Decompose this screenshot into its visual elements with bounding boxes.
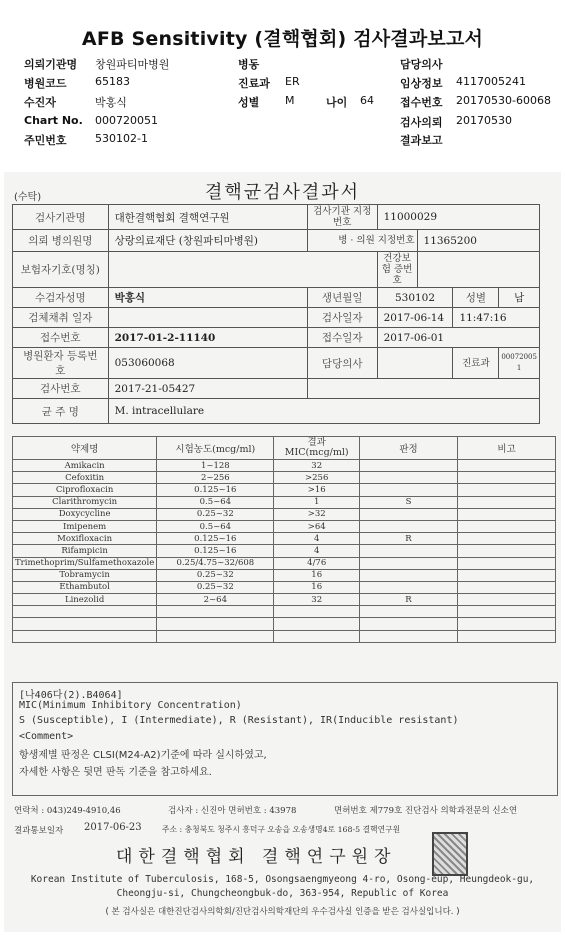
field-label: 접수번호 <box>400 96 443 109</box>
note-code: [나406다(2).B4064] <box>19 690 123 701</box>
interpretation <box>360 618 458 630</box>
field-value: 20170530-60068 <box>456 94 551 107</box>
cell-label: 수검자성명 <box>13 288 109 308</box>
drug-name: Ciprofloxacin <box>13 484 157 496</box>
remark <box>457 472 555 484</box>
test-concentration <box>157 606 274 618</box>
remark <box>457 618 555 630</box>
cell-value <box>377 348 453 379</box>
mic-value: 4 <box>274 545 360 557</box>
mic-value: >16 <box>274 484 360 496</box>
interpretation <box>360 581 458 593</box>
english-address: Korean Institute of Tuberculosis, 168-5, Osongsaengmyeong 4-ro, Osong-eup, Heungdeok-gu, <box>30 874 535 885</box>
table-row <box>13 252 540 288</box>
official-seal <box>432 832 468 876</box>
test-concentration: 0.25~32 <box>157 569 274 581</box>
table-row <box>13 348 540 379</box>
remark <box>457 569 555 581</box>
header-row <box>0 56 565 72</box>
remark <box>457 594 555 606</box>
drug-name: Rifampicin <box>13 545 157 557</box>
table-row <box>13 472 556 484</box>
note-mic: MIC(Minimum Inhibitory Concentration) <box>19 700 242 711</box>
test-concentration: 0.25~32 <box>157 581 274 593</box>
susceptibility-table <box>12 436 556 643</box>
field-label: 병원코드 <box>24 77 67 90</box>
column-header: 비고 <box>457 437 555 460</box>
mic-value: 32 <box>274 460 360 472</box>
cell-value: 11000029 <box>377 205 539 230</box>
table-row <box>13 496 556 508</box>
remark <box>457 484 555 496</box>
mic-value: 16 <box>274 581 360 593</box>
table-row <box>13 460 556 472</box>
interpretation <box>360 460 458 472</box>
header-row <box>0 132 565 148</box>
mic-value: 16 <box>274 569 360 581</box>
cell-label: 접수번호 <box>13 328 109 348</box>
field-label: 주민번호 <box>24 134 67 147</box>
field-value: 000720051 <box>95 114 158 127</box>
field-value: M <box>285 94 295 107</box>
drug-name: Clarithromycin <box>13 496 157 508</box>
interpretation: R <box>360 594 458 606</box>
mic-value: >64 <box>274 520 360 532</box>
cell-value <box>108 252 377 288</box>
mic-value <box>274 630 360 642</box>
remark <box>457 520 555 532</box>
certification-note: ( 본 검사실은 대한진단검사의학회/진단검사의학재단의 우수검사실 인증을 받은 검사실입니다. ) <box>105 907 460 917</box>
table-row <box>13 630 556 642</box>
remark <box>457 545 555 557</box>
mic-value: 32 <box>274 594 360 606</box>
drug-name <box>13 618 157 630</box>
field-label: 담당의사 <box>400 58 443 71</box>
cell-value: 2017-21-05427 <box>108 379 307 399</box>
report-date-label: 결과통보일자 <box>14 826 64 836</box>
info-table <box>12 204 540 424</box>
remark <box>457 508 555 520</box>
table-row <box>13 594 556 606</box>
test-concentration: 0.5~64 <box>157 496 274 508</box>
cell-value: 530102 <box>377 288 453 308</box>
interpretation <box>360 472 458 484</box>
field-value: ER <box>285 75 300 88</box>
remark <box>457 557 555 569</box>
table-row <box>13 508 556 520</box>
field-value: 박홍식 <box>95 96 127 109</box>
column-header: 약제명 <box>13 437 157 460</box>
field-value: 65183 <box>95 75 130 88</box>
interpretation <box>360 520 458 532</box>
interpretation <box>360 606 458 618</box>
header-row <box>0 94 565 110</box>
field-label: 의뢰기관명 <box>24 58 78 71</box>
remark <box>457 630 555 642</box>
table-row <box>13 399 540 424</box>
cell-value: 00072005 1 <box>499 348 540 379</box>
drug-rows <box>13 460 556 643</box>
note-legend: S (Susceptible), I (Intermediate), R (Resistant), IR(Inducible resistant) <box>19 715 459 726</box>
cell-label: 검사기관명 <box>13 205 109 230</box>
test-concentration: 0.25/4.75~32/608 <box>157 557 274 569</box>
english-address: Cheongju-si, Chungcheongbuk-do, 363-954, Republic of Korea <box>116 888 449 899</box>
field-label: 병동 <box>238 58 260 71</box>
mic-value <box>274 606 360 618</box>
mic-value: 4 <box>274 533 360 545</box>
test-concentration: 0.25~32 <box>157 508 274 520</box>
test-concentration <box>157 630 274 642</box>
table-row <box>13 581 556 593</box>
cell-label: 균 주 명 <box>13 399 109 424</box>
table-row <box>13 230 540 252</box>
drug-name: Imipenem <box>13 520 157 532</box>
drug-name <box>13 630 157 642</box>
table-row <box>13 484 556 496</box>
test-concentration: 1~128 <box>157 460 274 472</box>
mic-value: >32 <box>274 508 360 520</box>
cell-value: 053060068 <box>108 348 307 379</box>
table-header-row <box>13 437 556 460</box>
cell-label: 검체채취 일자 <box>13 308 109 328</box>
remark <box>457 606 555 618</box>
table-row <box>13 379 540 399</box>
interpretation <box>360 484 458 496</box>
cell-value: 2017-01-2-11140 <box>108 328 307 348</box>
examiner: 검사자 : 신진아 면허번호 : 43978 <box>168 806 297 816</box>
cell-label: 접수일자 <box>307 328 377 348</box>
field-label: 임상정보 <box>400 77 443 90</box>
field-value: 64 <box>360 94 374 107</box>
field-label: 나이 <box>326 96 348 109</box>
cell-value: 11365200 <box>417 230 539 252</box>
table-row <box>13 618 556 630</box>
cell-label: 병원환자 등록번호 <box>13 348 109 379</box>
license: 면허번호 제779호 진단검사 의학과전문의 신소연 <box>334 806 518 816</box>
organization-name: 대한결핵협회 결핵연구원장 <box>116 847 397 867</box>
field-label: 결과보고 <box>400 134 443 147</box>
test-concentration: 2~256 <box>157 472 274 484</box>
table-row <box>13 308 540 328</box>
table-row <box>13 205 540 230</box>
note-comment-heading: <Comment> <box>19 731 74 742</box>
cell-label: 담당의사 <box>307 348 377 379</box>
remark <box>457 533 555 545</box>
header-row <box>0 114 565 130</box>
cell-value <box>108 308 307 328</box>
notes-box <box>12 682 558 796</box>
test-concentration: 0.125~16 <box>157 533 274 545</box>
mic-value: >256 <box>274 472 360 484</box>
table-row <box>13 606 556 618</box>
field-value: 20170530 <box>456 114 512 127</box>
mic-value: 4/76 <box>274 557 360 569</box>
cell-value: 박홍식 <box>108 288 307 308</box>
remark <box>457 496 555 508</box>
drug-name: Moxifloxacin <box>13 533 157 545</box>
column-header: 결과 MIC(mcg/ml) <box>274 437 360 460</box>
interpretation <box>360 569 458 581</box>
interpretation <box>360 557 458 569</box>
test-concentration: 0.125~16 <box>157 484 274 496</box>
table-row <box>13 520 556 532</box>
drug-name: Amikacin <box>13 460 157 472</box>
table-row <box>13 328 540 348</box>
field-label: 검사의뢰 <box>400 116 443 129</box>
cell-value: 대한결핵협회 결핵연구원 <box>108 205 307 230</box>
drug-name: Cefoxitin <box>13 472 157 484</box>
field-value: 창원파티마병원 <box>95 58 170 71</box>
cell-label: 검사기관 지정번호 <box>307 205 377 230</box>
table-row <box>13 545 556 557</box>
table-row <box>13 533 556 545</box>
cell-label: 보험자기호(명칭) <box>13 252 109 288</box>
cell-value: 2017-06-14 <box>377 308 453 328</box>
remark <box>457 460 555 472</box>
cell-label: 건강보험 증번호 <box>377 252 417 288</box>
field-label: 진료과 <box>238 77 270 90</box>
test-concentration <box>157 618 274 630</box>
cell-label: 생년월일 <box>307 288 377 308</box>
header-row <box>0 75 565 91</box>
report-title: AFB Sensitivity (결핵협회) 검사결과보고서 <box>81 28 484 50</box>
mic-value: 1 <box>274 496 360 508</box>
cell-value: 2017-06-01 <box>377 328 539 348</box>
note-line: 항생제별 판정은 CLSI(M24-A2)기준에 따라 실시하였고, <box>19 750 267 761</box>
cell-label: 검사일자 <box>307 308 377 328</box>
column-header: 시험농도(mcg/ml) <box>157 437 274 460</box>
form-title: 결핵균검사결과서 <box>204 182 361 203</box>
mic-value <box>274 618 360 630</box>
field-label: Chart No. <box>24 114 83 127</box>
drug-name: Tobramycin <box>13 569 157 581</box>
table-row <box>13 569 556 581</box>
report-date: 2017-06-23 <box>84 822 142 833</box>
cell-label: 성별 <box>453 288 499 308</box>
table-row <box>13 288 540 308</box>
drug-name <box>13 606 157 618</box>
field-label: 성별 <box>238 96 260 109</box>
cell-value: 상랑의료재단 (창원파티마병원) <box>108 230 307 252</box>
cell-value <box>417 252 539 288</box>
interpretation <box>360 630 458 642</box>
interpretation: S <box>360 496 458 508</box>
test-concentration: 0.125~16 <box>157 545 274 557</box>
column-header: 판정 <box>360 437 458 460</box>
contact: 연락처 : 043)249-4910,46 <box>14 806 121 816</box>
field-value: 4117005241 <box>456 75 526 88</box>
drug-name: Trimethoprim/Sulfamethoxazole <box>13 557 157 569</box>
cell-value <box>307 379 539 399</box>
interpretation <box>360 545 458 557</box>
test-concentration: 2~64 <box>157 594 274 606</box>
cell-value: 남 <box>499 288 540 308</box>
scanned-result-form <box>4 172 561 932</box>
consignment-mark: (수탁) <box>14 192 42 203</box>
field-value: 530102-1 <box>95 132 148 145</box>
drug-name: Ethambutol <box>13 581 157 593</box>
cell-label: 진료과 <box>453 348 499 379</box>
cell-value: 11:47:16 <box>453 308 540 328</box>
cell-label: 의뢰 병의원명 <box>13 230 109 252</box>
organism-name: M. intracellulare <box>108 399 539 424</box>
note-line: 자세한 사항은 뒷면 판독 기준을 참고하세요. <box>19 767 212 778</box>
drug-name: Doxycycline <box>13 508 157 520</box>
test-concentration: 0.5~64 <box>157 520 274 532</box>
address: 주소 : 충청북도 청주시 흥덕구 오송읍 오송생명4로 168-5 결핵연구원 <box>162 825 401 834</box>
cell-label: 검사번호 <box>13 379 109 399</box>
interpretation <box>360 508 458 520</box>
table-row <box>13 557 556 569</box>
field-label: 수진자 <box>24 96 56 109</box>
remark <box>457 581 555 593</box>
cell-label: 병 · 의원 지정번호 <box>307 230 417 252</box>
interpretation: R <box>360 533 458 545</box>
drug-name: Linezolid <box>13 594 157 606</box>
